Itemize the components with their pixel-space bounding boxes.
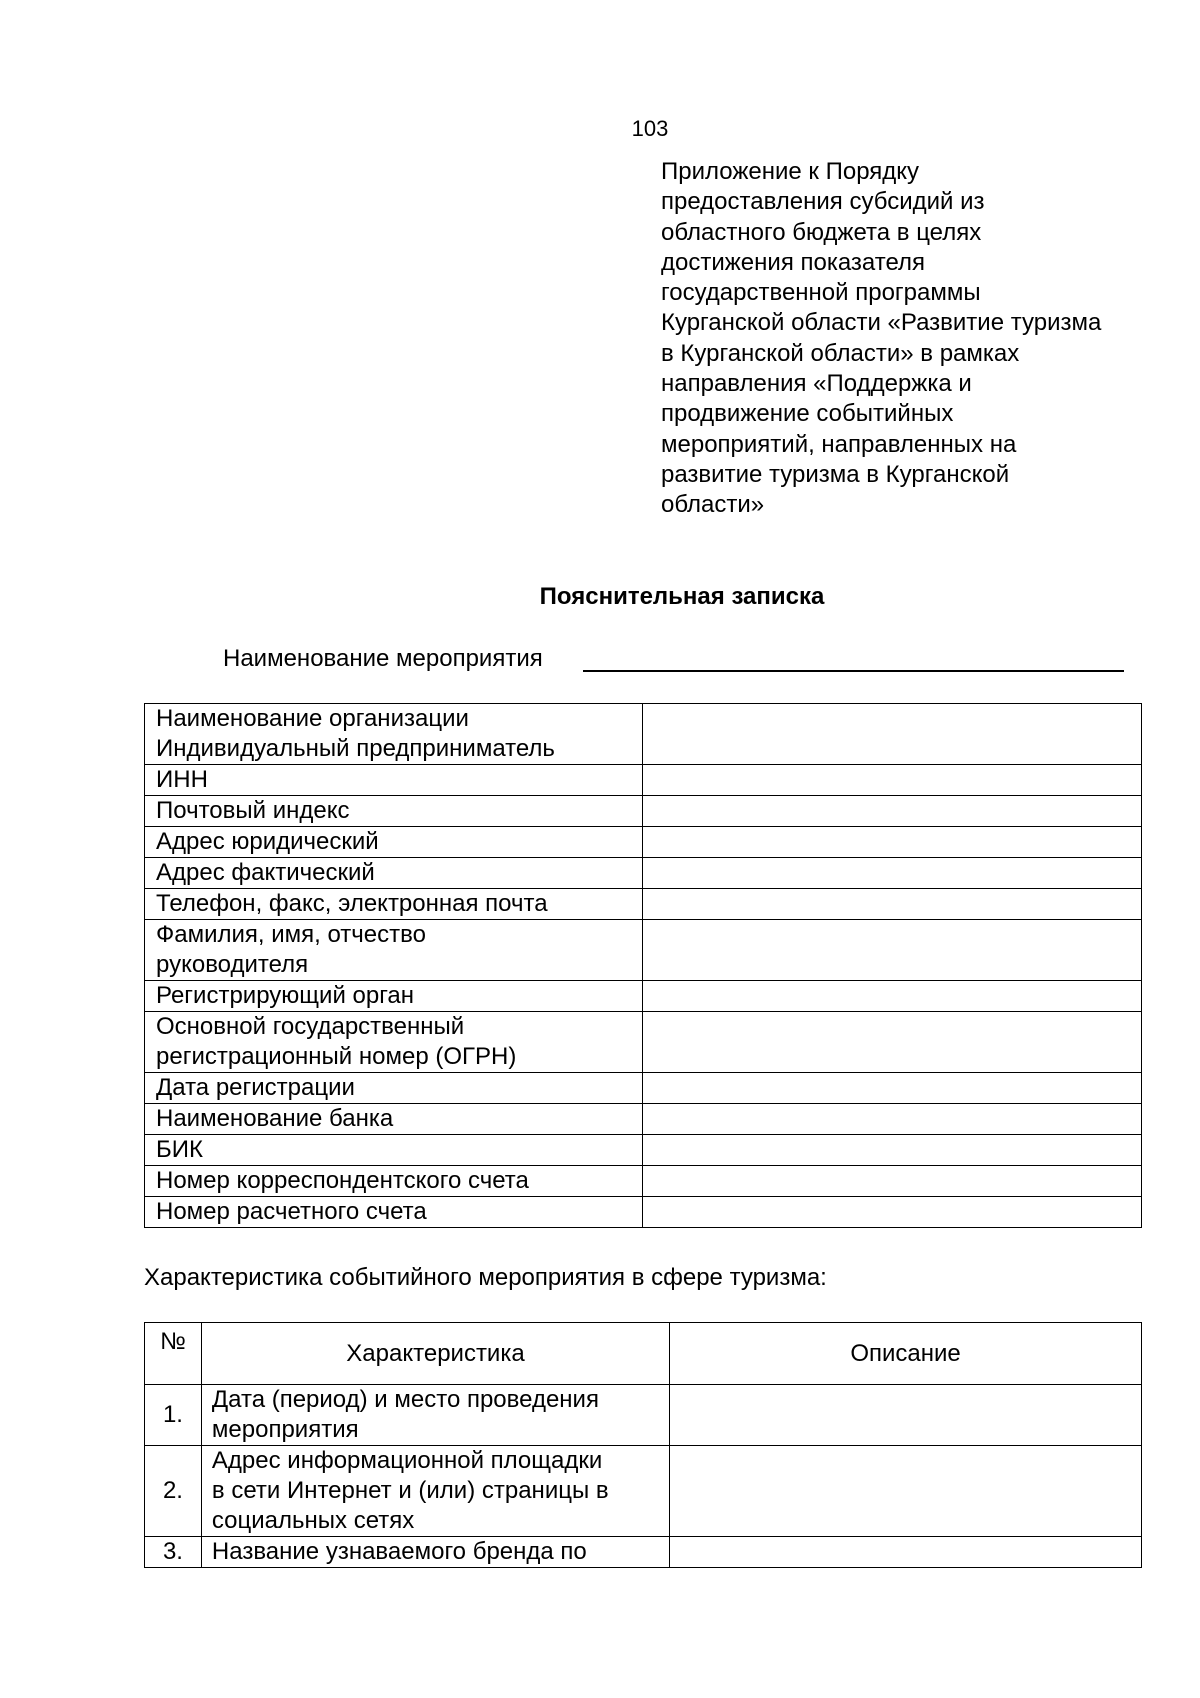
row-value-cell[interactable] [642, 796, 1141, 827]
row-label: Телефон, факс, электронная почта [145, 889, 643, 920]
row-label: Номер расчетного счета [145, 1197, 643, 1228]
event-name-label: Наименование мероприятия [223, 645, 543, 672]
organization-table [144, 703, 1142, 1228]
row-value-cell[interactable] [642, 1197, 1141, 1228]
column-header-characteristic: Характеристика [201, 1323, 669, 1385]
appendix-line: продвижение событийных [661, 400, 954, 428]
row-characteristic: Название узнаваемого бренда по [201, 1537, 669, 1568]
row-label: ИНН [145, 765, 643, 796]
page-number: 103 [631, 116, 669, 141]
row-label: Адрес юридический [145, 827, 643, 858]
row-label-line: регистрационный номер (ОГРН) [156, 1043, 517, 1070]
row-value-cell[interactable] [642, 889, 1141, 920]
table-row [145, 920, 1142, 981]
table-row [145, 1073, 1142, 1104]
document-title: Пояснительная записка [539, 583, 825, 610]
table-header-row [145, 1323, 1142, 1385]
appendix-line: направления «Поддержка и [661, 370, 972, 398]
appendix-line: государственной программы [661, 279, 981, 307]
row-value-cell[interactable] [642, 1135, 1141, 1166]
row-value-cell[interactable] [642, 981, 1141, 1012]
table-row [145, 1135, 1142, 1166]
table-row [145, 827, 1142, 858]
characteristics-table [144, 1322, 1142, 1568]
table-row [145, 1446, 1142, 1537]
table-row [145, 858, 1142, 889]
row-value-cell[interactable] [642, 1073, 1141, 1104]
row-label-line: руководителя [156, 951, 309, 978]
row-description-cell[interactable] [670, 1537, 1142, 1568]
row-value-cell[interactable] [642, 920, 1141, 981]
row-value-cell[interactable] [642, 827, 1141, 858]
column-header-number: № [145, 1323, 202, 1385]
row-value-cell[interactable] [642, 1104, 1141, 1135]
characteristic-line: социальных сетях [211, 1507, 415, 1534]
row-characteristic [201, 1385, 669, 1446]
row-characteristic [201, 1446, 669, 1537]
appendix-line: области» [661, 491, 765, 519]
appendix-note [661, 157, 1181, 521]
row-label: Адрес фактический [145, 858, 643, 889]
appendix-line: Приложение к Порядку [661, 158, 920, 185]
row-label [145, 920, 643, 981]
row-label [145, 1012, 643, 1073]
characteristic-line: мероприятия [211, 1416, 359, 1443]
row-description-cell[interactable] [670, 1446, 1142, 1537]
table-row [145, 1537, 1142, 1568]
row-value-cell[interactable] [642, 704, 1141, 765]
table-row [145, 1104, 1142, 1135]
row-label: Регистрирующий орган [145, 981, 643, 1012]
table-row [145, 1197, 1142, 1228]
row-number: 2. [145, 1446, 202, 1537]
appendix-line: в Курганской области» в рамках [661, 339, 1020, 367]
row-label-line: Индивидуальный предприниматель [156, 735, 555, 762]
characteristic-line: Адрес информационной площадки [211, 1447, 603, 1474]
appendix-line: Курганской области «Развитие туризма [661, 309, 1102, 337]
characteristic-line: в сети Интернет и (или) страницы в [211, 1477, 609, 1504]
row-label: Почтовый индекс [145, 796, 643, 827]
table-row [145, 889, 1142, 920]
table-row [145, 796, 1142, 827]
table-row [145, 1166, 1142, 1197]
row-value-cell[interactable] [642, 1166, 1141, 1197]
row-label-line: Основной государственный [156, 1013, 465, 1040]
table-row [145, 981, 1142, 1012]
row-label-line: Фамилия, имя, отчество [156, 921, 426, 948]
row-label: Номер корреспондентского счета [145, 1166, 643, 1197]
characteristic-line: Дата (период) и место проведения [211, 1386, 599, 1413]
column-header-description: Описание [670, 1323, 1142, 1385]
row-description-cell[interactable] [670, 1385, 1142, 1446]
table-row [145, 765, 1142, 796]
row-label: Наименование банка [145, 1104, 643, 1135]
row-number: 1. [145, 1385, 202, 1446]
row-label: Дата регистрации [145, 1073, 643, 1104]
row-label [145, 704, 643, 765]
row-label-line: Наименование организации [156, 705, 469, 732]
appendix-line: мероприятий, направленных на [661, 430, 1017, 458]
row-label: БИК [145, 1135, 643, 1166]
appendix-line: достижения показателя [661, 248, 926, 276]
appendix-line: областного бюджета в целях [661, 218, 982, 246]
row-number: 3. [145, 1537, 202, 1568]
event-name-blank-line[interactable] [583, 670, 1124, 672]
row-value-cell[interactable] [642, 858, 1141, 889]
appendix-line: развитие туризма в Курганской [661, 460, 1010, 488]
table-row [145, 1385, 1142, 1446]
table-row [145, 1012, 1142, 1073]
characteristics-heading: Характеристика событийного мероприятия в сфере туризма: [144, 1264, 827, 1291]
appendix-line: предоставления субсидий из [661, 188, 985, 216]
row-value-cell[interactable] [642, 1012, 1141, 1073]
row-value-cell[interactable] [642, 765, 1141, 796]
table-row [145, 704, 1142, 765]
